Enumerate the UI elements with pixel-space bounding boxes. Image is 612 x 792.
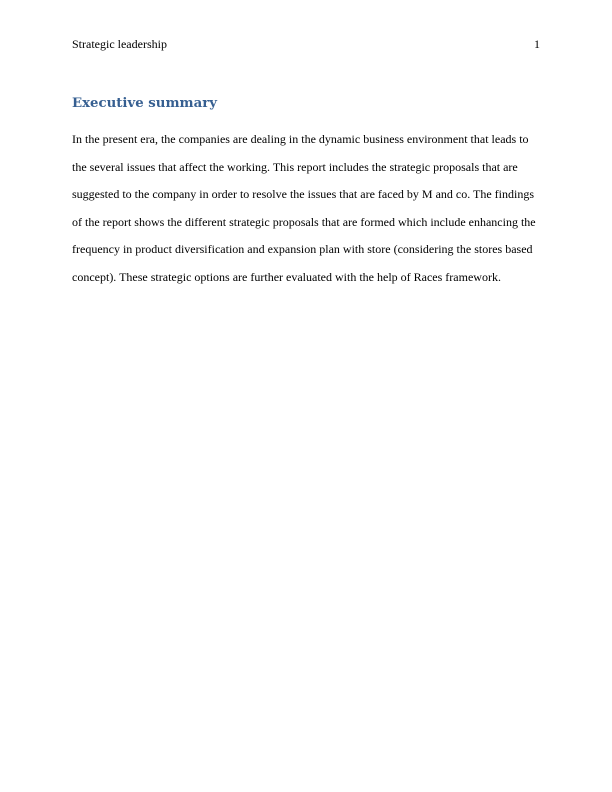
paragraph-line: of the report shows the different strategic proposals that are formed which include enhancing the xyxy=(72,214,536,229)
paragraph-line: the several issues that affect the working. This report includes the strategic proposals that are xyxy=(72,159,518,174)
paragraph-line: suggested to the company in order to resolve the issues that are faced by M and co. The findings xyxy=(72,187,534,202)
paragraph-line: frequency in product diversification and expansion plan with store (considering the stores based xyxy=(72,242,533,257)
running-head: Strategic leadership xyxy=(72,37,167,51)
section-heading: Executive summary xyxy=(72,96,217,111)
paragraph-line: concept). These strategic options are further evaluated with the help of Races framework. xyxy=(72,269,501,284)
paragraph-line: In the present era, the companies are dealing in the dynamic business environment that leads to xyxy=(72,132,529,146)
page-number: 1 xyxy=(534,37,540,51)
executive-summary-paragraph xyxy=(72,126,542,292)
